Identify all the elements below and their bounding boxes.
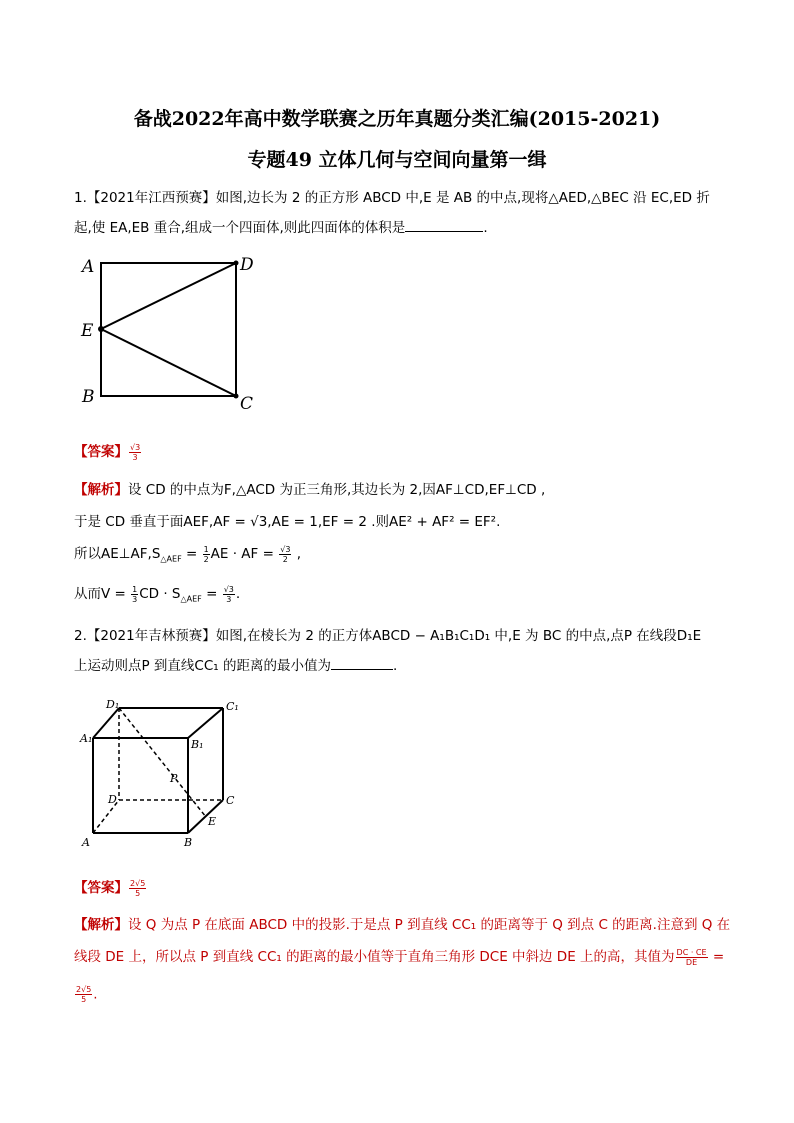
q1-square-figure <box>78 252 258 412</box>
q2-analysis-line1: 【解析】设 Q 为点 P 在底面 ABCD 中的投影.于是点 P 到直线 CC₁ 的距离等于 Q 到点 C 的距离.注意到 Q 在 <box>74 917 731 933</box>
label-A: A <box>82 257 95 277</box>
q1-analysis-line1: 【解析】设 CD 的中点为F,△ACD 为正三角形,其边长为 2,因AF⊥CD,EF⊥CD , <box>74 482 546 498</box>
label-D1: D₁ <box>106 698 120 711</box>
q1-analysis-line3: 所以$AE\perp AF,S_{\triangle AEF}$ = $\frac{1}{2}$ AE · AF = $\frac{√3}{2}$ , <box>74 544 301 564</box>
page-title: 备战2022年高中数学联赛之历年真题分类汇编(2015-2021) <box>133 108 661 130</box>
point-E-dot <box>98 326 104 332</box>
segment-EC <box>101 329 236 396</box>
label-B: B <box>82 387 95 407</box>
page-subtitle: 专题49 立体几何与空间向量第一缉 <box>247 149 547 171</box>
label-E: E <box>81 321 94 341</box>
q1-answer-blank <box>405 219 483 232</box>
q1-analysis-line2: 于是 CD 垂直于面AEF,AF = √3,AE = 1,EF = 2 .则AE² + AF² = EF². <box>74 514 501 530</box>
label-P: P <box>170 772 178 785</box>
point-D-dot <box>234 261 239 266</box>
square-outline <box>101 263 236 396</box>
label-B: B <box>184 836 193 849</box>
label-E: E <box>208 815 217 828</box>
q1-text-line2: 起,使 EA,EB 重合,组成一个四面体,则此四面体的体积是 . <box>74 220 488 236</box>
q1-text-line1: 1.【2021年江西预赛】如图,边长为 2 的正方形 ABCD 中,E 是 AB 的中点,现将△AED,△BEC 沿 EC,ED 折 <box>74 190 710 206</box>
label-A: A <box>82 836 90 849</box>
label-C1: C₁ <box>226 700 239 713</box>
label-D: D <box>240 255 254 275</box>
label-D: D <box>108 793 117 806</box>
q1-analysis-line4: 从而V = $\frac{1}{3}$ CD · $S_{\triangle AEF}$ = $\frac{√3}{3}$ . <box>74 584 241 604</box>
q2-cube-figure <box>78 696 258 856</box>
point-C-dot <box>234 394 239 399</box>
q2-analysis-line2: 线段 DE 上，所以点 P 到直线 CC₁ 的距离的最小值等于直角三角形 DCE 中斜边 DE 上的高，其值为 $\frac{DC \cdot CE}{DE}$ = <box>74 947 725 967</box>
q2-answer: 【答案】 $\frac{2√5}{5}$ <box>74 878 146 898</box>
label-C: C <box>240 394 254 412</box>
q2-text-line1: 2.【2021年吉林预赛】如图,在棱长为 2 的正方体ABCD − A₁B₁C₁D₁ 中,E 为 BC 的中点,点P 在线段D₁E <box>74 628 702 644</box>
q2-text-line2: 上运动则点P 到直线CC₁ 的距离的最小值为 . <box>74 658 398 674</box>
q2-answer-blank <box>331 657 393 670</box>
label-A1: A₁ <box>80 732 93 745</box>
q2-analysis-line3: $\frac{2√5}{5}$ . <box>76 985 98 1004</box>
label-C: C <box>226 794 235 807</box>
q1-answer: 【答案】 $\frac{√3}{3}$ <box>74 442 141 462</box>
segment-ED <box>101 263 236 329</box>
label-B1: B₁ <box>191 738 204 751</box>
